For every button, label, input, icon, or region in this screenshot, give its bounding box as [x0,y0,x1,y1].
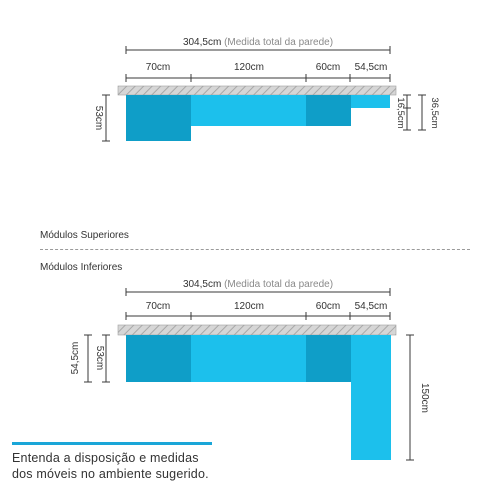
lower-wall [118,325,396,335]
upper-total-width-label: 304,5cm (Medida total da parede) [182,37,334,48]
upper-depth-right-a-label: 16,5cm [395,97,406,129]
lower-segment-label: 54,5cm [354,301,388,312]
lower-cabinet-70 [126,335,191,382]
upper-cabinet-54 [351,95,390,108]
lower-segment-label: 60cm [315,301,341,312]
lower-right-depth-dimension [406,335,414,460]
upper-cabinet-120 [191,95,306,126]
upper-cabinet-60 [306,95,351,126]
lower-total-width-label: 304,5cm (Medida total da parede) [182,279,334,290]
section-divider [40,249,470,250]
upper-depth-left-label: 53cm [93,105,104,131]
lower-modules-diagram [70,279,430,460]
upper-segment-dimension [126,74,390,82]
caption [12,450,252,482]
upper-segment-label: 120cm [233,62,265,73]
upper-wall [118,86,396,95]
upper-segment-label: 60cm [315,62,341,73]
lower-segment-label: 70cm [145,301,171,312]
caption-line: dos móveis no ambiente sugerido. [12,467,209,481]
upper-depth-right-b-label: 36,5cm [429,97,440,129]
upper-segment-label: 70cm [145,62,171,73]
lower-depth-left-a-label: 54,5cm [70,341,81,375]
caption-accent-rule [12,442,212,445]
lower-modules-title: Módulos Inferiores [40,262,123,273]
lower-cabinet-corner [351,335,391,460]
upper-segment-label: 54,5cm [354,62,388,73]
upper-cabinet-70 [126,95,191,141]
lower-cabinet-60 [306,335,351,382]
lower-segment-dimension [126,312,390,320]
upper-modules-diagram [93,37,440,141]
lower-segment-label: 120cm [233,301,265,312]
upper-modules-title: Módulos Superiores [40,230,129,241]
lower-depth-left-b-label: 53cm [94,345,105,371]
caption-line: Entenda a disposição e medidas [12,451,199,465]
lower-cabinet-120 [191,335,306,382]
lower-depth-right-label: 150cm [419,382,430,414]
